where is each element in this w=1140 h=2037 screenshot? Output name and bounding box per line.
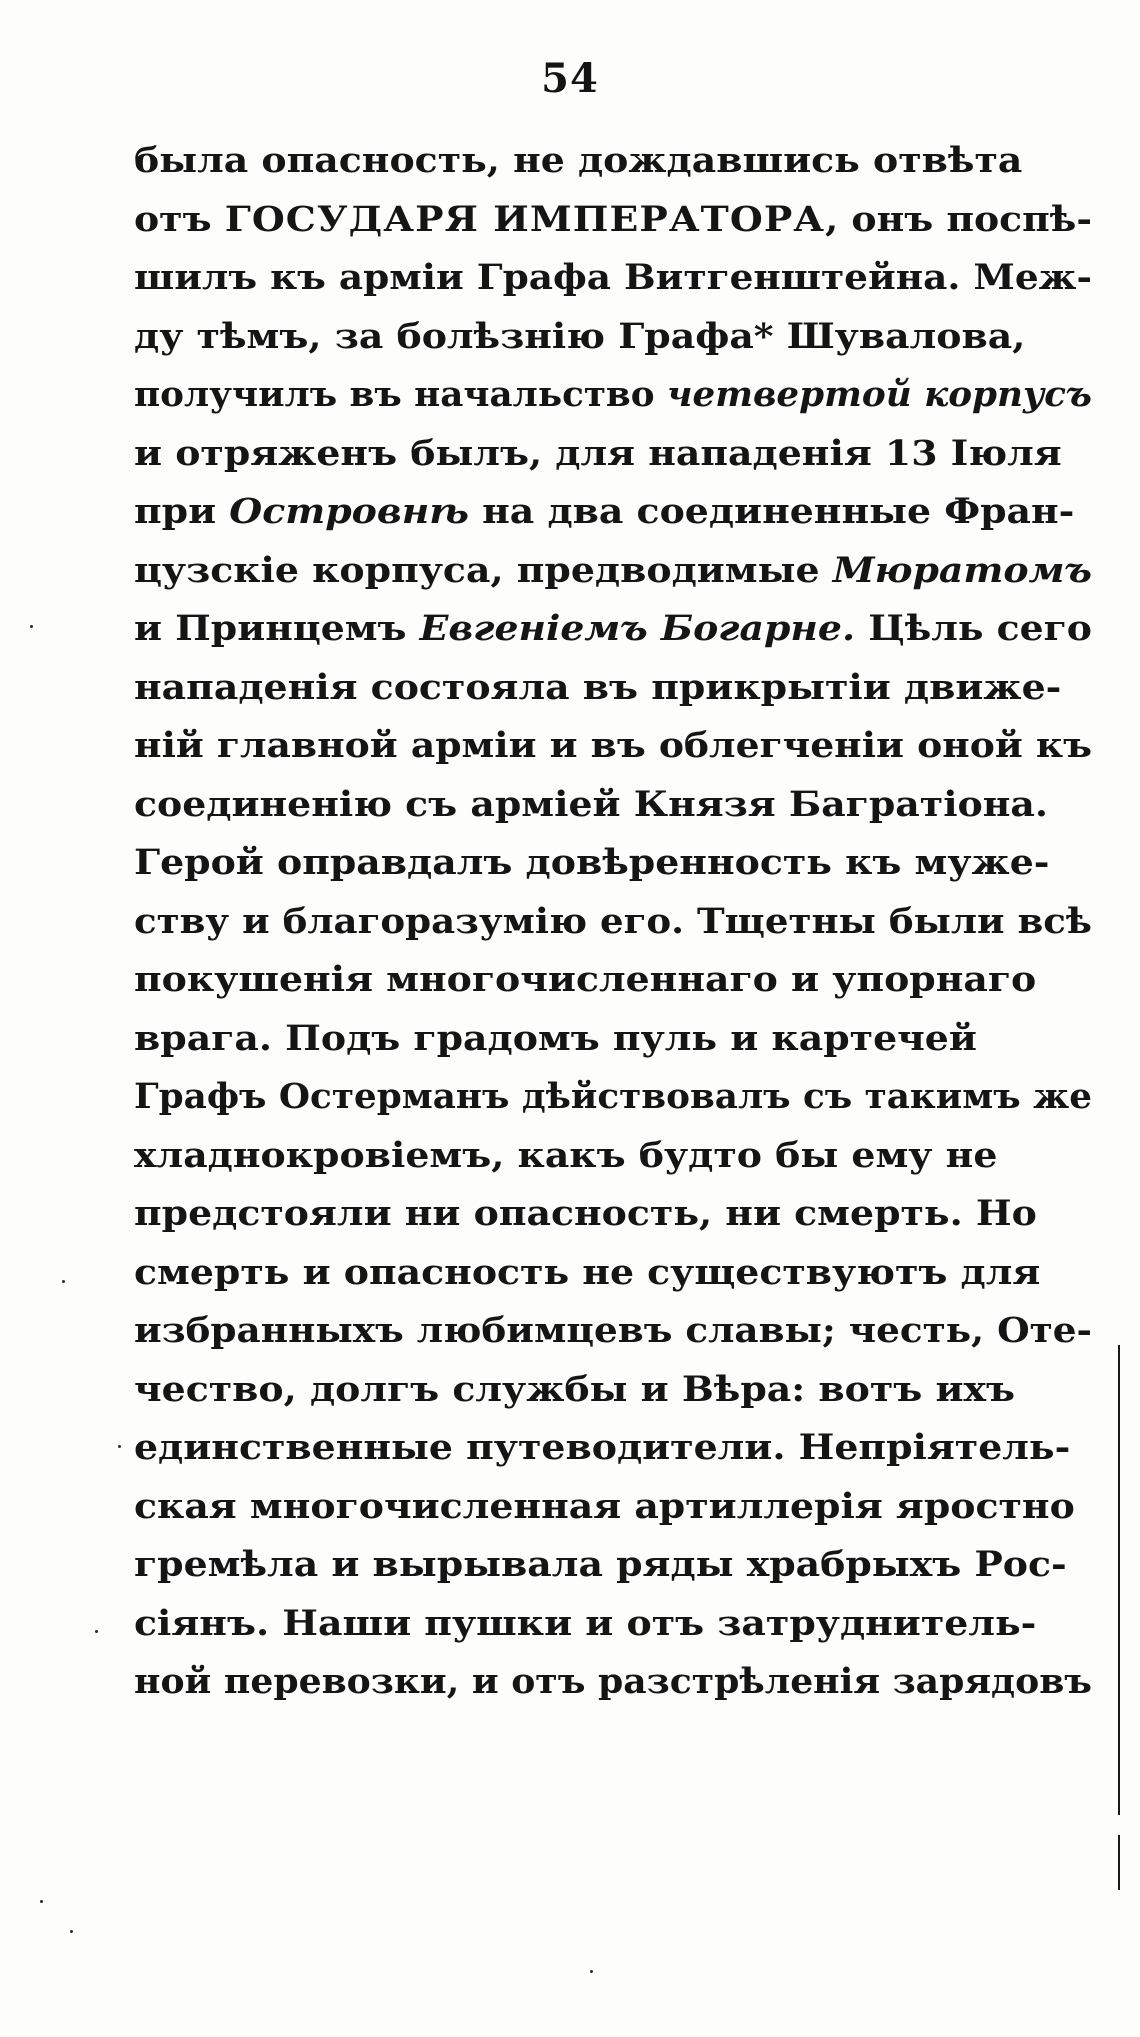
text-segment: получилъ въ начальство: [134, 374, 667, 415]
text-segment: , онъ поспѣ-: [825, 198, 1092, 240]
text-segment: избранныхъ любимцевъ славы; честь, Оте-: [134, 1310, 1092, 1351]
text-line: [134, 717, 1092, 776]
text-segment: цузскіе корпуса, предводимые: [134, 549, 833, 591]
text-segment: хладнокровіемъ, какъ будто бы ему не: [134, 1134, 998, 1176]
text-line: [134, 834, 1092, 893]
text-line: [134, 659, 1092, 718]
text-segment: чество, долгъ службы и Вѣра: вотъ ихъ: [134, 1368, 1016, 1410]
text-segment: и Принцемъ: [134, 608, 420, 649]
text-segment: отъ: [134, 198, 225, 240]
text-line: [134, 1595, 1092, 1654]
text-line: [134, 1244, 1092, 1303]
italic-text: Островнѣ: [229, 491, 469, 532]
paper-speck: [30, 625, 33, 628]
text-segment: предстояли ни опасность, ни смерть. Но: [134, 1193, 1037, 1234]
text-line: [134, 1419, 1092, 1478]
text-segment: ной перевозки, и отъ разстрѣленія зарядовъ: [134, 1661, 1092, 1702]
margin-rule-lower: [1118, 1835, 1120, 1890]
paper-speck: [95, 1630, 98, 1633]
text-line: [134, 951, 1092, 1010]
text-line: [134, 1536, 1092, 1595]
text-line: [134, 776, 1092, 835]
paper-speck: [70, 1930, 73, 1933]
text-segment: врага. Подъ градомъ пуль и картечей: [134, 1017, 977, 1059]
text-segment: Герой оправдалъ довѣренность къ муже-: [134, 842, 1050, 883]
text-segment: соединенію съ арміей Князя Багратіона.: [134, 783, 1049, 825]
page-number: 54: [541, 55, 599, 102]
text-segment: ГОСУДАРЯ ИМПЕРАТОРА: [224, 198, 826, 240]
text-line: [134, 308, 1092, 367]
text-segment: Графъ Остерманъ дѣйствовалъ съ такимъ же: [134, 1076, 1092, 1117]
text-line: [134, 893, 1092, 952]
text-line: [134, 1302, 1092, 1361]
paper-speck: [62, 1280, 65, 1283]
text-segment: единственные путеводители. Непріятель-: [134, 1427, 1071, 1468]
text-segment: сіянъ. Наши пушки и отъ затруднитель-: [134, 1602, 1037, 1644]
paper-speck: [590, 1970, 593, 1973]
text-line: [134, 1010, 1092, 1069]
text-line: [134, 1653, 1092, 1712]
italic-text: Мюратомъ: [832, 549, 1092, 591]
text-segment: ній главной арміи и въ облегченіи оной къ: [134, 725, 1092, 766]
text-segment: ству и благоразумію его. Тщетны были всѣ: [134, 900, 1092, 942]
italic-text: Евгеніемъ Богарне.: [419, 608, 856, 649]
text-line: [134, 1185, 1092, 1244]
text-line: [134, 600, 1092, 659]
margin-rule: [1118, 1345, 1120, 1815]
text-segment: Цѣль сего: [855, 608, 1092, 649]
text-segment: ская многочисленная артиллерія яростно: [134, 1485, 1075, 1527]
text-line: [134, 542, 1092, 601]
text-line: [134, 1361, 1092, 1420]
text-line: [134, 366, 1092, 425]
body-text: [134, 132, 1092, 1712]
italic-text: четвертой корпусъ: [666, 374, 1092, 415]
text-line: [134, 425, 1092, 484]
text-segment: при: [134, 491, 230, 532]
text-segment: и отряженъ былъ, для нападенія 13 Іюля: [134, 432, 1062, 474]
paper-speck: [118, 1445, 121, 1448]
text-segment: на два соединенные Фран-: [468, 491, 1075, 532]
paper-speck: [40, 1900, 43, 1903]
text-segment: гремѣла и вырывала ряды храбрыхъ Рос-: [134, 1544, 1067, 1585]
text-segment: нападенія состояла въ прикрытіи движе-: [134, 666, 1062, 708]
text-segment: шилъ къ арміи Графа Витгенштейна. Меж-: [134, 257, 1092, 298]
text-line: [134, 1127, 1092, 1186]
text-line: [134, 249, 1092, 308]
text-segment: ду тѣмъ, за болѣзнію Графа* Шувалова,: [134, 315, 1026, 357]
text-segment: была опасность, не дождавшись отвѣта: [134, 140, 1023, 181]
text-segment: смерть и опасность не существуютъ для: [134, 1251, 1041, 1293]
text-line: [134, 483, 1092, 542]
text-line: [134, 191, 1092, 250]
text-line: [134, 132, 1092, 191]
text-line: [134, 1068, 1092, 1127]
text-line: [134, 1478, 1092, 1537]
text-segment: покушенія многочисленнаго и упорнаго: [134, 959, 1037, 1000]
